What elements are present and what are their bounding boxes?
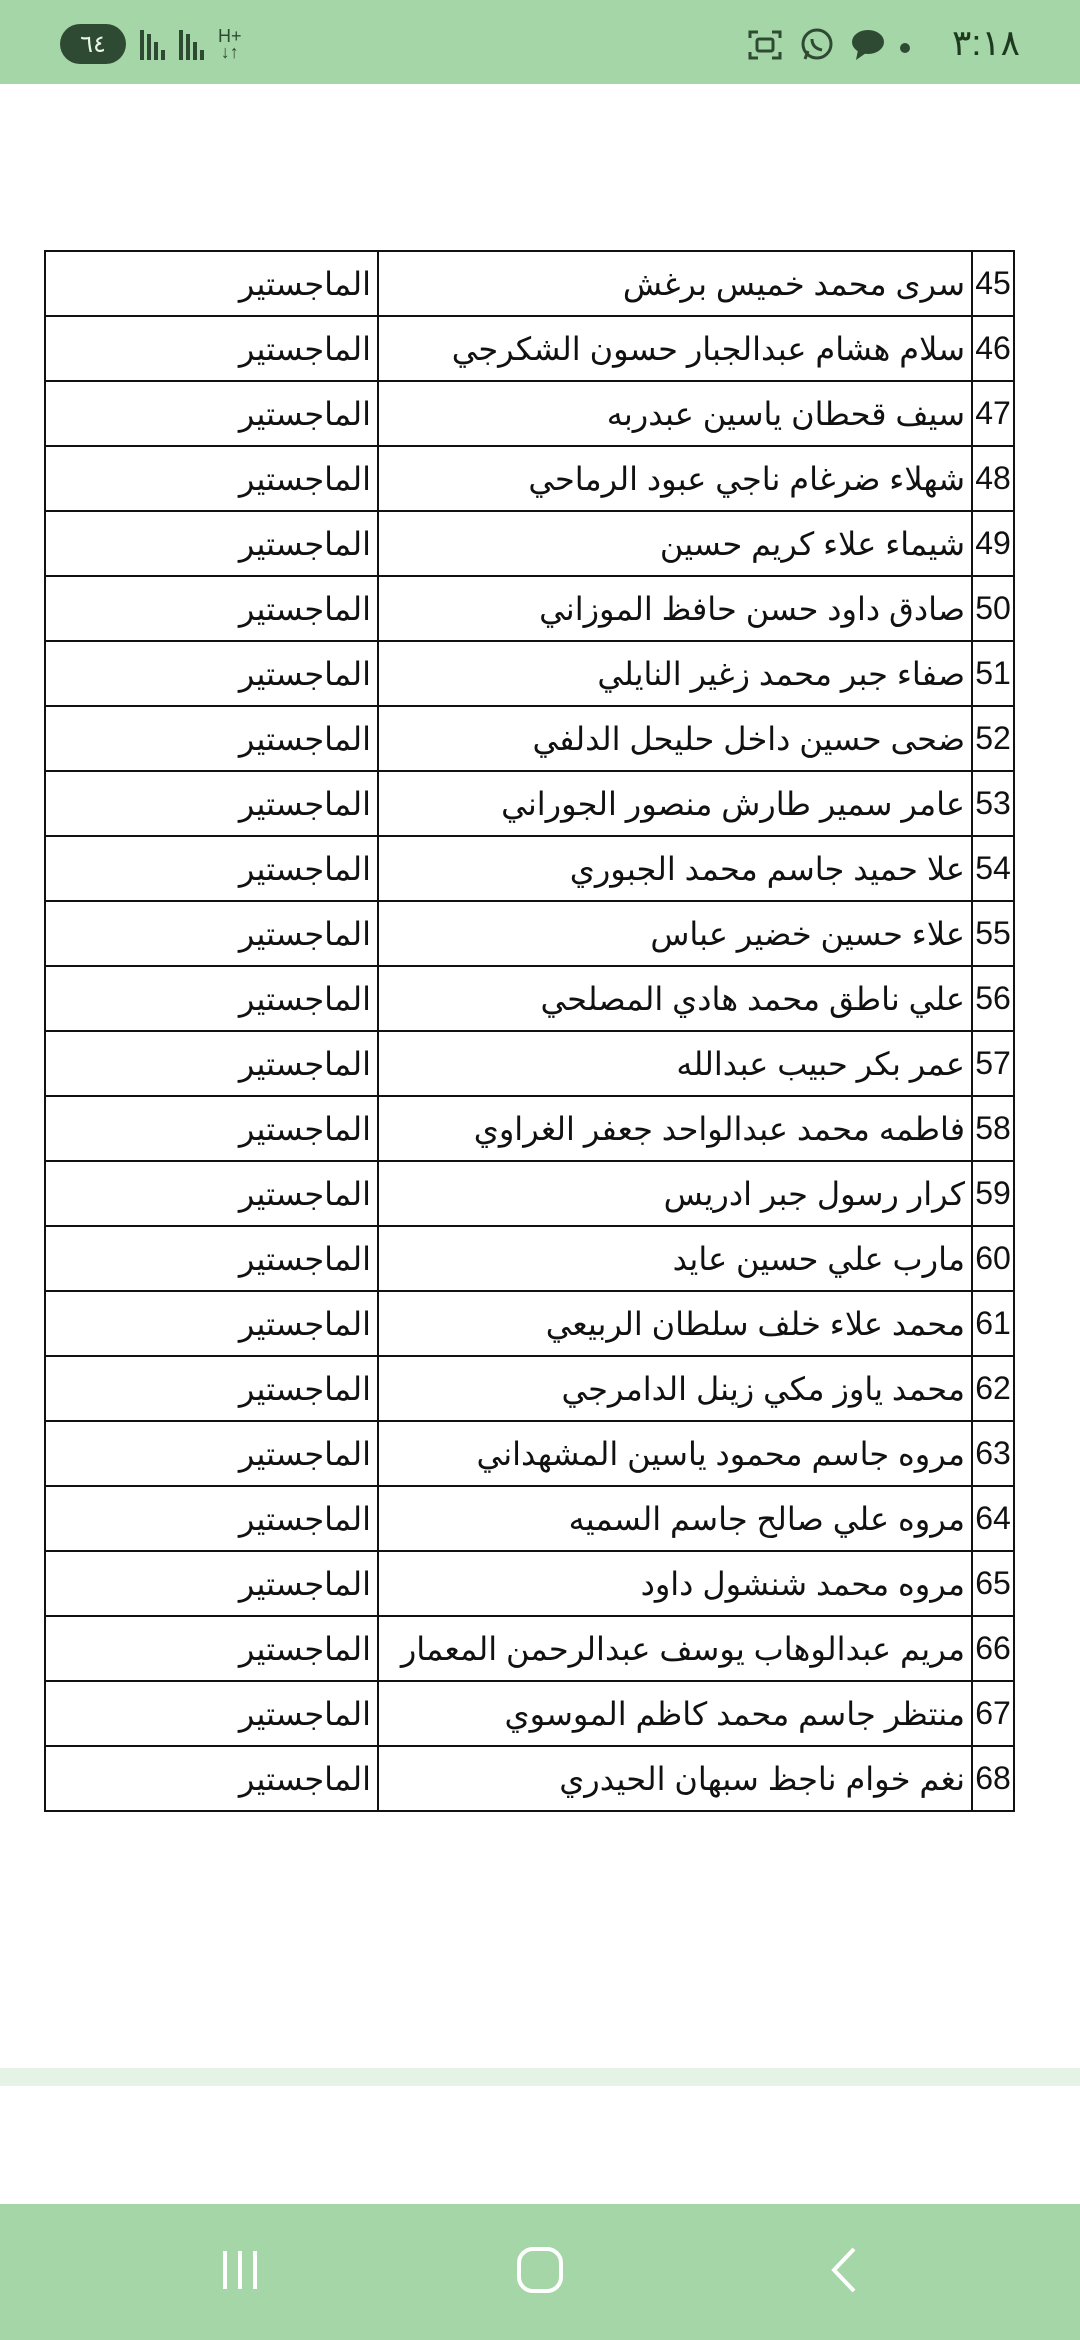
student-name: نغم خوام ناجظ سبهان الحيدري — [378, 1746, 972, 1811]
student-name: شهلاء ضرغام ناجي عبود الرماحي — [378, 446, 972, 511]
row-number: 57 — [972, 1031, 1014, 1096]
degree-cell: الماجستير — [45, 316, 378, 381]
table-row — [45, 511, 1014, 576]
table-row — [45, 771, 1014, 836]
table-row — [45, 966, 1014, 1031]
notification-icons — [746, 26, 910, 69]
row-number: 55 — [972, 901, 1014, 966]
student-name: علاء حسين خضير عباس — [378, 901, 972, 966]
row-number: 61 — [972, 1291, 1014, 1356]
system-icons — [60, 24, 242, 64]
data-arrows-icon: ↓↑ — [220, 42, 239, 62]
student-name: عمر بكر حبيب عبدالله — [378, 1031, 972, 1096]
row-number: 50 — [972, 576, 1014, 641]
table-row — [45, 251, 1014, 316]
row-number: 66 — [972, 1616, 1014, 1681]
whatsapp-icon — [798, 26, 836, 69]
degree-cell: الماجستير — [45, 1421, 378, 1486]
student-name: علي ناطق محمد هادي المصلحي — [378, 966, 972, 1031]
status-bar — [0, 0, 1080, 84]
degree-cell: الماجستير — [45, 251, 378, 316]
row-number: 45 — [972, 251, 1014, 316]
student-name: فاطمه محمد عبدالواحد جعفر الغراوي — [378, 1096, 972, 1161]
signal-icon — [140, 28, 165, 60]
back-icon — [820, 2245, 870, 2300]
student-name: ضحى حسين داخل حليحل الدلفي — [378, 706, 972, 771]
battery-icon: ٦٤ — [60, 24, 126, 64]
table-row — [45, 1746, 1014, 1811]
screenshot-icon — [746, 26, 784, 69]
table-row — [45, 1356, 1014, 1421]
student-name: منتظر جاسم محمد كاظم الموسوي — [378, 1681, 972, 1746]
student-name: سيف قحطان ياسين عبدربه — [378, 381, 972, 446]
table-row — [45, 381, 1014, 446]
table-row — [45, 446, 1014, 511]
table-row — [45, 1616, 1014, 1681]
home-button[interactable] — [510, 2242, 570, 2302]
degree-cell: الماجستير — [45, 706, 378, 771]
degree-cell: الماجستير — [45, 446, 378, 511]
degree-cell: الماجستير — [45, 381, 378, 446]
table-row — [45, 576, 1014, 641]
recent-apps-icon — [215, 2245, 265, 2300]
students-table — [44, 250, 1015, 1812]
degree-cell: الماجستير — [45, 1161, 378, 1226]
student-name: محمد ياوز مكي زينل الدامرجي — [378, 1356, 972, 1421]
degree-cell: الماجستير — [45, 1551, 378, 1616]
student-name: عامر سمير طارش منصور الجوراني — [378, 771, 972, 836]
degree-cell: الماجستير — [45, 1291, 378, 1356]
degree-cell: الماجستير — [45, 1356, 378, 1421]
signal-icon-2 — [179, 28, 204, 60]
degree-cell: الماجستير — [45, 771, 378, 836]
degree-cell: الماجستير — [45, 1096, 378, 1161]
table-row — [45, 1226, 1014, 1291]
table-row — [45, 706, 1014, 771]
student-name: سرى محمد خميس برغش — [378, 251, 972, 316]
table-row — [45, 1681, 1014, 1746]
degree-cell: الماجستير — [45, 576, 378, 641]
degree-cell: الماجستير — [45, 1486, 378, 1551]
status-time: ٣:١٨ — [951, 22, 1020, 63]
row-number: 47 — [972, 381, 1014, 446]
row-number: 60 — [972, 1226, 1014, 1291]
row-number: 58 — [972, 1096, 1014, 1161]
back-button[interactable] — [815, 2242, 875, 2302]
row-number: 62 — [972, 1356, 1014, 1421]
table-row — [45, 1486, 1014, 1551]
table-row — [45, 641, 1014, 706]
degree-cell: الماجستير — [45, 901, 378, 966]
degree-cell: الماجستير — [45, 641, 378, 706]
navigation-bar — [0, 2204, 1080, 2340]
row-number: 65 — [972, 1551, 1014, 1616]
student-name: مروه جاسم محمود ياسين المشهداني — [378, 1421, 972, 1486]
student-name: مروه محمد شنشول داود — [378, 1551, 972, 1616]
student-name: مروه علي صالح جاسم السميه — [378, 1486, 972, 1551]
table-row — [45, 1031, 1014, 1096]
row-number: 51 — [972, 641, 1014, 706]
table-row — [45, 1161, 1014, 1226]
degree-cell: الماجستير — [45, 1031, 378, 1096]
student-name: سلام هشام عبدالجبار حسون الشكرجي — [378, 316, 972, 381]
row-number: 46 — [972, 316, 1014, 381]
student-name: محمد علاء خلف سلطان الربيعي — [378, 1291, 972, 1356]
recent-apps-button[interactable] — [210, 2242, 270, 2302]
row-number: 48 — [972, 446, 1014, 511]
degree-cell: الماجستير — [45, 966, 378, 1031]
student-name: كرار رسول جبر ادريس — [378, 1161, 972, 1226]
table-row — [45, 1096, 1014, 1161]
row-number: 56 — [972, 966, 1014, 1031]
degree-cell: الماجستير — [45, 511, 378, 576]
table-row — [45, 901, 1014, 966]
row-number: 54 — [972, 836, 1014, 901]
student-name: صادق داود حسن حافظ الموزاني — [378, 576, 972, 641]
row-number: 67 — [972, 1681, 1014, 1746]
degree-cell: الماجستير — [45, 1746, 378, 1811]
degree-cell: الماجستير — [45, 1616, 378, 1681]
student-name: علا حميد جاسم محمد الجبوري — [378, 836, 972, 901]
student-name: مريم عبدالوهاب يوسف عبدالرحمن المعمار — [378, 1616, 972, 1681]
row-number: 52 — [972, 706, 1014, 771]
degree-cell: الماجستير — [45, 836, 378, 901]
table-row — [45, 1551, 1014, 1616]
student-name: شيماء علاء كريم حسين — [378, 511, 972, 576]
row-number: 63 — [972, 1421, 1014, 1486]
table-row — [45, 1291, 1014, 1356]
row-number: 53 — [972, 771, 1014, 836]
degree-cell: الماجستير — [45, 1226, 378, 1291]
student-name: مارب علي حسين عايد — [378, 1226, 972, 1291]
home-icon — [514, 2244, 566, 2301]
chat-icon — [850, 28, 886, 67]
table-row — [45, 316, 1014, 381]
page-separator — [0, 2068, 1080, 2086]
degree-cell: الماجستير — [45, 1681, 378, 1746]
row-number: 68 — [972, 1746, 1014, 1811]
row-number: 49 — [972, 511, 1014, 576]
row-number: 64 — [972, 1486, 1014, 1551]
table-row — [45, 1421, 1014, 1486]
student-name: صفاء جبر محمد زغير النايلي — [378, 641, 972, 706]
dot-icon — [900, 43, 910, 53]
table-row — [45, 836, 1014, 901]
table-body — [45, 251, 1014, 1811]
row-number: 59 — [972, 1161, 1014, 1226]
network-type-icon: H+ ↓↑ — [218, 26, 242, 62]
